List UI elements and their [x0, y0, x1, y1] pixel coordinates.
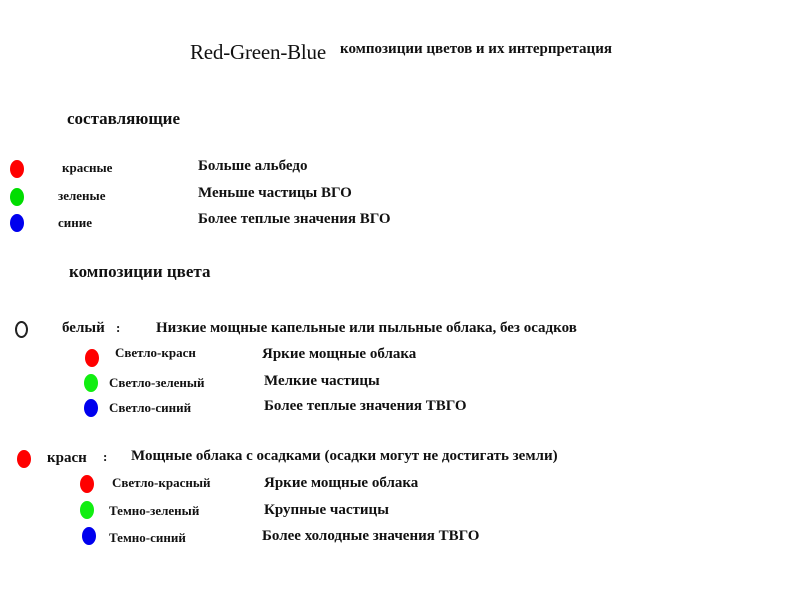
green-dot-icon — [10, 188, 24, 206]
components-heading: составляющие — [67, 109, 181, 128]
red-dot-icon — [10, 160, 24, 178]
blue-dot-icon — [84, 399, 98, 417]
white-item-desc-green: Мелкие частицы — [264, 373, 380, 389]
red-dot-icon — [17, 450, 31, 468]
component-label-green: зеленые — [58, 188, 106, 203]
component-desc-green: Меньше частицы ВГО — [198, 185, 352, 201]
group-sep-red: : — [103, 449, 108, 464]
white-item-label-green: Светло-зеленый — [109, 375, 205, 390]
blue-dot-icon — [82, 527, 96, 545]
group-label-white: белый — [62, 320, 105, 336]
green-dot-icon — [84, 374, 98, 392]
red-item-label-green: Темно-зеленый — [109, 503, 200, 518]
title-rgb: Red-Green-Blue — [190, 40, 326, 64]
red-item-desc-green: Крупные частицы — [264, 502, 389, 518]
title-text: композиции цветов и их интерпретация — [340, 41, 612, 57]
group-label-red: красн — [47, 450, 87, 466]
blue-dot-icon — [10, 214, 24, 232]
group-sep-white: : — [116, 320, 121, 335]
white-item-desc-blue: Более теплые значения ТВГО — [264, 398, 467, 414]
red-dot-icon — [85, 349, 99, 367]
red-dot-icon — [80, 475, 94, 493]
component-desc-red: Больше альбедо — [198, 158, 308, 174]
component-label-red: красные — [62, 160, 113, 175]
red-item-label-blue: Темно-синий — [109, 530, 186, 545]
component-desc-blue: Более теплые значения ВГО — [198, 211, 391, 227]
group-desc-red: Мощные облака с осадками (осадки могут не достигать земли) — [131, 448, 558, 464]
group-desc-white: Низкие мощные капельные или пыльные облака, без осадков — [156, 320, 577, 336]
compositions-heading: композиции цвета — [69, 262, 211, 281]
white-item-label-blue: Светло-синий — [109, 400, 192, 415]
white-circle-icon — [15, 321, 28, 338]
red-item-desc-red: Яркие мощные облака — [264, 475, 419, 491]
component-label-blue: синие — [58, 215, 93, 230]
white-item-desc-red: Яркие мощные облака — [262, 346, 417, 362]
white-item-label-red: Светло-красн — [115, 345, 196, 360]
red-item-label-red: Светло-красный — [112, 475, 211, 490]
green-dot-icon — [80, 501, 94, 519]
red-item-desc-blue: Более холодные значения ТВГО — [262, 528, 480, 544]
